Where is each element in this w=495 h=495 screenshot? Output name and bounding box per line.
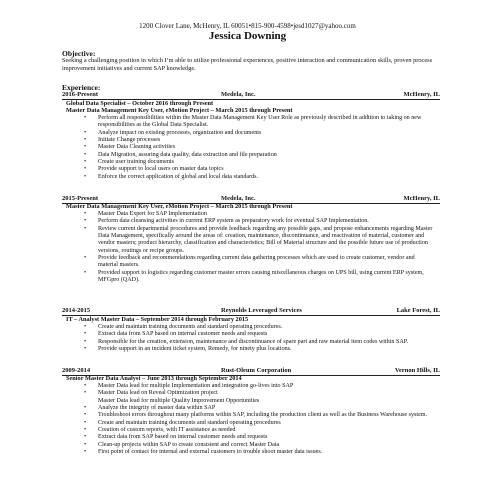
job-location: McHenry, IL — [403, 195, 440, 202]
list-item: • Initiate Change processes — [84, 137, 161, 144]
job-title: Master Data Management Key User, eMotion Project – March 2015 through Present — [66, 107, 293, 114]
job-bullets — [84, 115, 434, 181]
job-location: McHenry, IL — [403, 91, 440, 98]
list-item: • Master Data Expert for SAP Implementation — [84, 211, 207, 217]
list-item: • Provide support in an incident ticket system, Remedy, for ninety plus locations. — [84, 346, 292, 353]
experience-heading: Experience: — [62, 83, 101, 92]
list-item: • Provide support to local users on master data topics — [84, 166, 224, 173]
job-company: Rust-Oleum Corporation — [221, 367, 292, 374]
list-item: • Clean-up projects within SAP to create consistent and correct Master Data — [84, 441, 280, 448]
list-item: • Create and maintain training documents and standard operating procedures. — [84, 324, 283, 330]
job-location: Lake Forest, IL — [396, 307, 440, 314]
job-bullets — [84, 383, 434, 456]
job-dates: 2009-2014 — [62, 367, 91, 374]
job-header — [62, 367, 440, 375]
list-item: • Extract data from SAP based on internal customer needs and requests — [84, 331, 268, 338]
list-item: • Extract data from SAP based on internal customer needs and requests — [84, 434, 268, 441]
job-title: Global Data Specialist – October 2016 through Present — [66, 100, 214, 107]
list-item: • First point of contact for internal and external customers to trouble shoot master data issues. — [84, 449, 323, 456]
list-item: • Enforce the correct application of global and local data standards. — [84, 173, 259, 180]
candidate-name: Jessica Downing — [208, 30, 287, 42]
job-title: Master Data Management Key User, eMotion Project – March 2015 through Present — [66, 203, 293, 210]
list-item: • Create and maintain training documents and standard operating procedures — [84, 419, 281, 426]
list-item: • Responsible for the creation, extension, maintenance and discontinuance of spare part and raw material item codes within SAP. — [84, 338, 409, 345]
list-item: • Review current departmental procedures and provide feedback regarding any possible gaps, and propose enhancements regarding Master Data Management, specifically around the areas of: creation, maintenance, discontinuance, and reactivation of material, customer and vendor masters; product hierarchy, classification and characteristics; Bill of Material structure and the possible future use of production versions, routings or recipe groups. — [84, 225, 433, 254]
list-item: • Provided support to logistics regarding customer master errors causing miscellaneous charges on UPS bill, using current ERP system, MFGpro (QAD). — [84, 269, 424, 284]
job-header — [62, 195, 440, 203]
job-header — [62, 91, 440, 99]
objective-heading: Objective: — [62, 49, 96, 58]
list-item: • Data Migration, assuring data quality, data extraction and file preparation — [84, 151, 277, 158]
list-item: • Perform all responsibilities within the Master Data Management Key User Role as previously described in addition to taking on new responsibilities as the Global Data Specialist. — [84, 115, 422, 129]
list-item: • Troubleshoot errors throughout many platforms within SAP, including the production client as well as the Business Warehouse system. — [84, 412, 428, 419]
job-dates: 2014-2015 — [62, 307, 91, 314]
list-item: • Create user training documents — [84, 159, 174, 166]
job-bullets — [84, 211, 434, 284]
job-header — [62, 307, 440, 315]
list-item: • Provide feedback and recommendations regarding current data gathering processes which are used to create customer, vendor and material masters. — [84, 255, 415, 269]
job-location: Vernon Hills, IL — [394, 367, 440, 374]
list-item: • Master Data lead for multiple Implementation and integration go-lives into SAP — [84, 383, 294, 389]
list-item: • Analyze the integrity of master data within SAP — [84, 405, 216, 412]
job-title: IT – Analyst Master Data – September 2014 through February 2015 — [66, 316, 249, 323]
list-item: Master Data lead for multiple Quality Improvement Opportunities — [98, 397, 260, 404]
list-item: • Analyze impact on existing processes, organization and documents — [84, 129, 262, 136]
list-item: • Master Data Cleaning activities — [84, 144, 175, 151]
job-bullets — [84, 324, 434, 353]
job-company: Reynolds Leveraged Services — [221, 307, 302, 314]
list-item: • Perform data cleansing activities in current ERP system as preparatory work for eventual SAP Implementation. — [84, 218, 369, 225]
job-title: Senior Master Data Analyst – June 2013 through September 2014 — [66, 375, 242, 382]
job-dates: 2016-Present — [62, 91, 98, 98]
job-company: Medela, Inc. — [221, 195, 256, 202]
list-item: • Creation of custom reports, with IT assistance as needed — [84, 427, 236, 434]
job-company: Medela, Inc. — [221, 91, 256, 98]
objective-text: Seeking a challenging position in which I’m able to utilize professional experiences, positive interaction and communication skills, proven process improvement initiatives and current SAP knowledge. — [62, 57, 433, 72]
list-item: • Master Data lead on Reveal Optimization project — [84, 390, 218, 397]
job-dates: 2015-Present — [62, 195, 98, 202]
contact-line: 1200 Clover Lane, McHenry, IL 60051•815-900-4598•jesd1027@yahoo.com — [139, 22, 356, 30]
